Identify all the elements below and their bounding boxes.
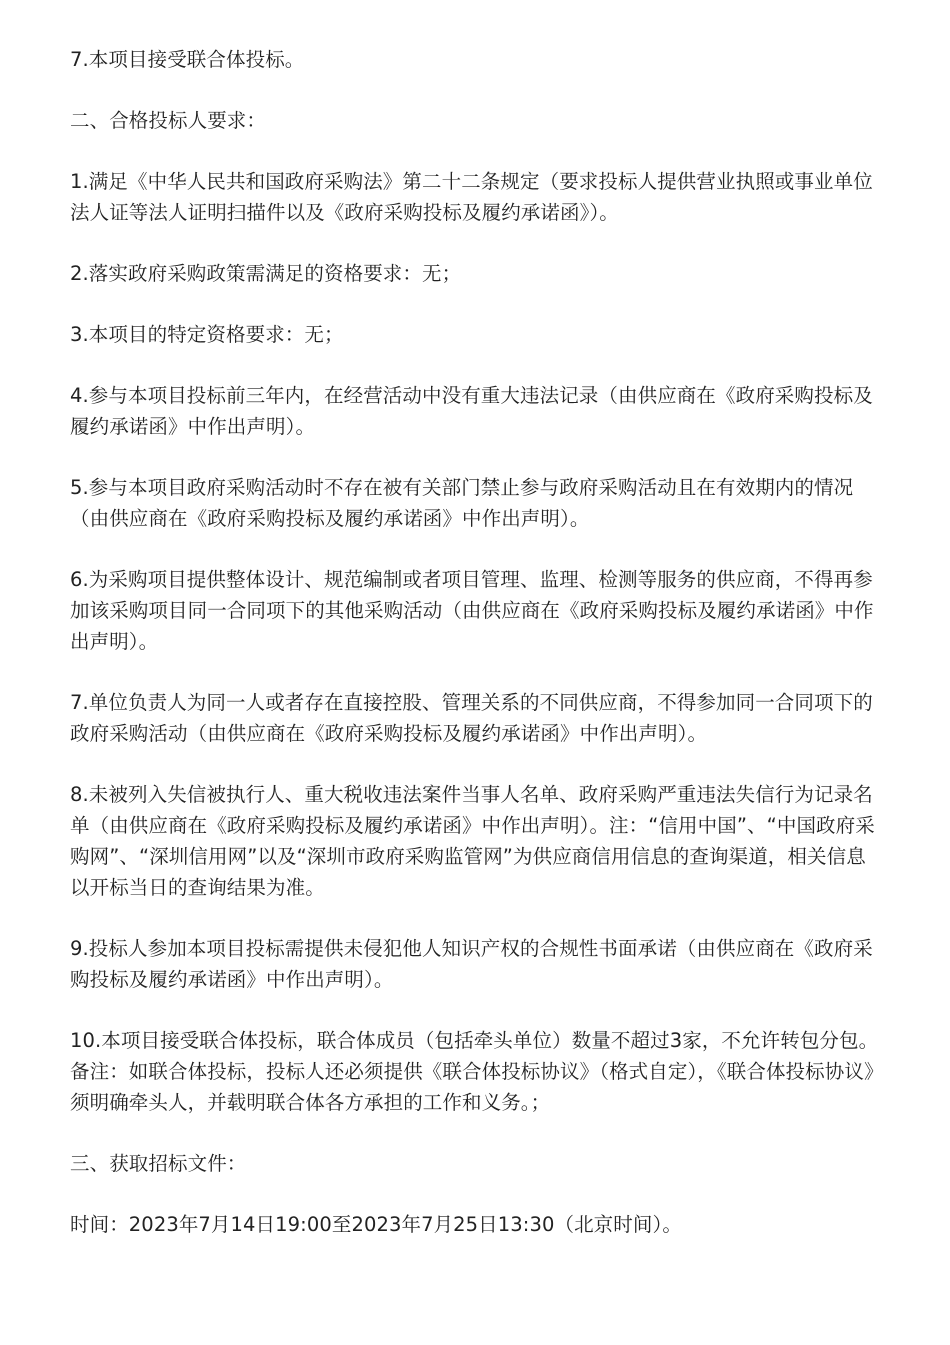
- document-body: [70, 44, 885, 1270]
- requirement-4: 4.参与本项目投标前三年内，在经营活动中没有重大违法记录（由供应商在《政府采购投标及履约承诺函》中作出声明）。: [70, 384, 873, 438]
- requirement-3: 3.本项目的特定资格要求：无；: [70, 323, 344, 346]
- obtain-documents-time: 时间：2023年7月14日19:00至2023年7月25日13:30（北京时间）。: [70, 1213, 682, 1236]
- requirement-2: 2.落实政府采购政策需满足的资格要求：无；: [70, 262, 462, 285]
- requirement-7: 7.单位负责人为同一人或者存在直接控股、管理关系的不同供应商，不得参加同一合同项下的政府采购活动（由供应商在《政府采购投标及履约承诺函》中作出声明）。: [70, 691, 873, 745]
- requirement-5: 5.参与本项目政府采购活动时不存在被有关部门禁止参与政府采购活动且在有效期内的情况（由供应商在《政府采购投标及履约承诺函》中作出声明）。: [70, 476, 854, 530]
- requirement-6: 6.为采购项目提供整体设计、规范编制或者项目管理、监理、检测等服务的供应商，不得再参加该采购项目同一合同项下的其他采购活动（由供应商在《政府采购投标及履约承诺函》中作出声明）。: [70, 568, 874, 653]
- requirement-10: 10.本项目接受联合体投标，联合体成员（包括牵头单位）数量不超过3家，不允许转包分包。备注：如联合体投标，投标人还必须提供《联合体投标协议》（格式自定），《联合体投标协议》须明确牵头人，并载明联合体各方承担的工作和义务。；: [70, 1029, 884, 1114]
- requirement-8: 8.未被列入失信被执行人、重大税收违法案件当事人名单、政府采购严重违法失信行为记录名单（由供应商在《政府采购投标及履约承诺函》中作出声明）。注：“信用中国”、“中国政府采购网”、“深圳信用网”以及“深圳市政府采购监管网”为供应商信用信息的查询渠道，相关信息以开标当日的查询结果为准。: [70, 783, 875, 899]
- requirement-9: 9.投标人参加本项目投标需提供未侵犯他人知识产权的合规性书面承诺（由供应商在《政府采购投标及履约承诺函》中作出声明）。: [70, 937, 873, 991]
- paragraph-joint-bid-note: 7.本项目接受联合体投标。: [70, 48, 305, 71]
- requirement-1: 1.满足《中华人民共和国政府采购法》第二十二条规定（要求投标人提供营业执照或事业单位法人证等法人证明扫描件以及《政府采购投标及履约承诺函》）。: [70, 170, 873, 224]
- section-heading-qualified-bidder: 二、合格投标人要求：: [70, 109, 267, 132]
- section-heading-obtain-documents: 三、获取招标文件：: [70, 1152, 247, 1175]
